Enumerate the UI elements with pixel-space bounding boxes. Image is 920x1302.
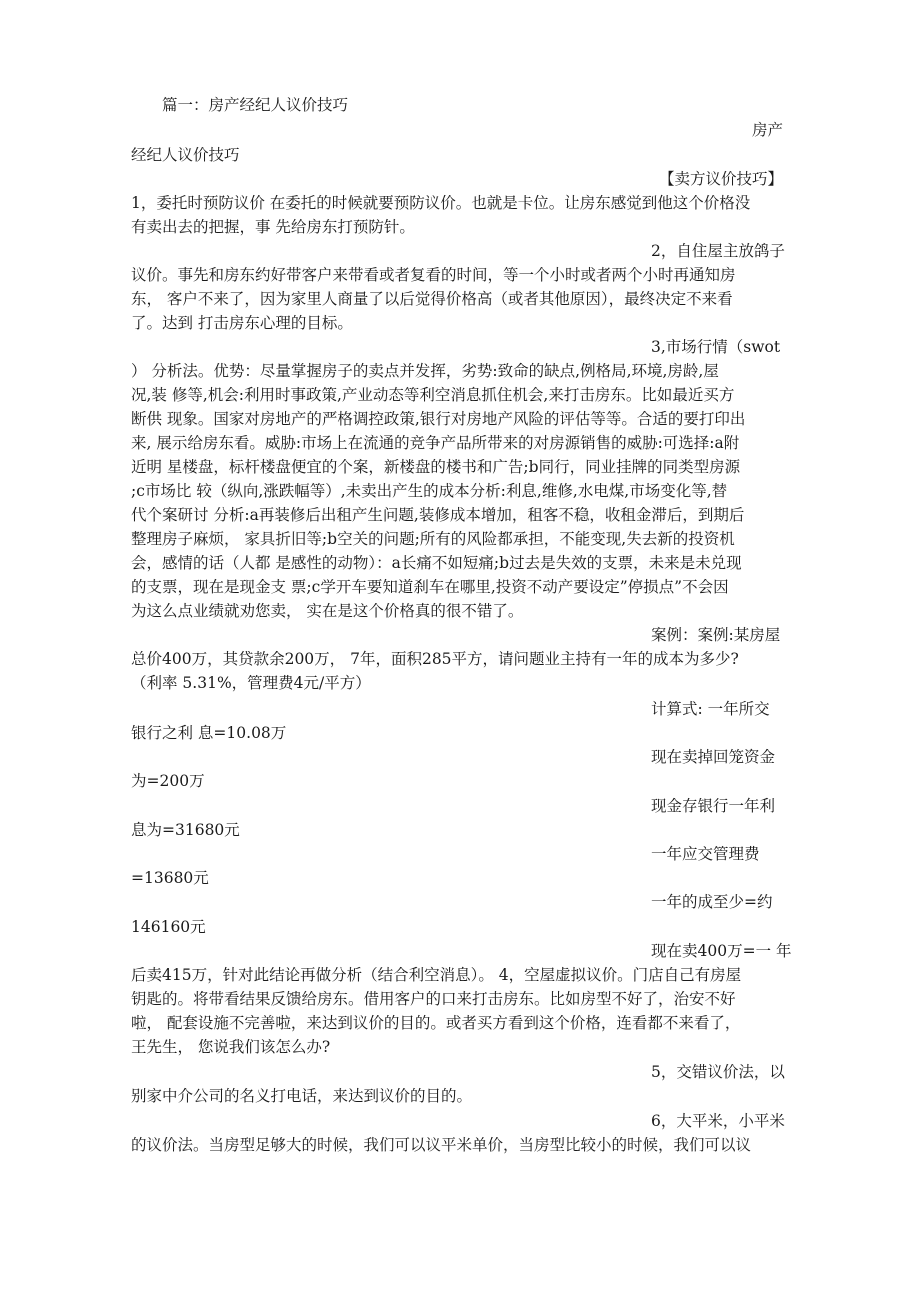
doc-line: 银行之利 息=10.08万 [131, 724, 287, 742]
doc-line: 有卖出去的把握，事 先给房东打预防针。 [131, 218, 415, 236]
doc-line: 别家中介公司的名义打电话，来达到议价的目的。 [131, 1087, 473, 1105]
doc-line: 1，委托时预防议价 在委托的时候就要预防议价。也就是卡位。让房东感觉到他这个价格没 [131, 194, 751, 212]
doc-line: =13680元 [131, 869, 209, 887]
doc-line: 的支票，现在是现金支 票;c学开车要知道刹车在哪里,投资不动产要设定”停损点”不会因 [131, 578, 729, 596]
doc-line: （利率 5.31%，管理费4元/平方） [131, 674, 371, 692]
doc-line: 为这么点业绩就劝您卖， 实在是这个价格真的很不错了。 [131, 602, 524, 620]
doc-line: ） 分析法。优势：尽量掌握房子的卖点并发挥，劣势:致命的缺点,例格局,环境,房龄,屋 [131, 362, 719, 380]
doc-line: ;c市场比 较（纵向,涨跌幅等）,未卖出产生的成本分析:利息,维修,水电煤,市场变化等,替 [131, 482, 728, 500]
doc-line: 现金存银行一年利 [651, 797, 776, 815]
doc-line: 经纪人议价技巧 [131, 146, 240, 164]
doc-line: 断供 现象。国家对房地产的严格调控政策,银行对房地产风险的评估等等。合适的要打印出 [131, 410, 746, 428]
doc-line: 总价400万，其贷款余200万， 7年，面积285平方，请问题业主持有一年的成本为多少? [131, 650, 739, 668]
doc-line: 代个案研讨 分析:a再装修后出租产生问题,装修成本增加，租客不稳，收租金滞后，到期后 [131, 506, 745, 524]
doc-line: 东， 客户不来了，因为家里人商量了以后觉得价格高（或者其他原因），最终决定不来看 [131, 290, 733, 308]
doc-line: 啦， 配套设施不完善啦，来达到议价的目的。或者买方看到这个价格，连看都不来看了， [131, 1014, 741, 1032]
doc-line: 议价。事先和房东约好带客户来带看或者复看的时间，等一个小时或者两个小时再通知房 [131, 266, 736, 284]
doc-line: 况,装 修等,机会:利用时事政策,产业动态等利空消息抓住机会,来打击房东。比如最近买方 [131, 386, 735, 404]
doc-line: 会，感情的话（人都 是感性的动物）：a长痛不如短痛;b过去是失效的支票，未来是未兑现 [131, 554, 742, 572]
doc-line: 2，自住屋主放鸽子 [651, 242, 785, 260]
doc-line: 一年的成至少=约 [651, 893, 773, 911]
doc-line: 一年应交管理费 [651, 845, 760, 863]
doc-line: 来, 展示给房东看。威胁:市场上在流通的竞争产品所带来的对房源销售的威胁:可选择:a附 [131, 434, 740, 452]
doc-title: 篇一：房产经纪人议价技巧 [162, 96, 349, 114]
doc-line: 王先生， 您说我们该怎么办? [131, 1038, 331, 1056]
doc-line: 现在卖400万=一 年 [651, 942, 792, 960]
section-heading: 【卖方议价技巧】 [658, 170, 783, 188]
doc-line: 整理房子麻烦， 家具折旧等;b空关的问题;所有的风险都承担，不能变现,失去新的投资机 [131, 530, 735, 548]
doc-line: 息为=31680元 [131, 821, 240, 839]
doc-line: 案例：案例:某房屋 [651, 626, 781, 644]
doc-line: 146160元 [131, 918, 206, 936]
doc-line: 5，交错议价法，以 [651, 1063, 785, 1081]
doc-line: 后卖415万，针对此结论再做分析（结合利空消息）。 4，空屋虚拟议价。门店自己有房屋 [131, 966, 742, 984]
doc-line: 近明 星楼盘，标杆楼盘便宜的个案，新楼盘的楼书和广告;b同行，同业挂牌的同类型房源 [131, 458, 741, 476]
doc-line: 了。达到 打击房东心理的目标。 [131, 314, 353, 332]
doc-line: 的议价法。当房型足够大的时候，我们可以议平米单价，当房型比较小的时候，我们可以议 [131, 1136, 752, 1154]
doc-line: 为=200万 [131, 772, 205, 790]
doc-line: 房产 [751, 121, 783, 139]
doc-line: 现在卖掉回笼资金 [651, 748, 776, 766]
doc-line: 钥匙的。将带看结果反馈给房东。借用客户的口来打击房东。比如房型不好了，治安不好 [131, 990, 736, 1008]
doc-line: 计算式: 一年所交 [651, 700, 770, 718]
doc-line: 6，大平米，小平米 [651, 1112, 785, 1130]
doc-line: 3,市场行情（swot [651, 338, 781, 356]
